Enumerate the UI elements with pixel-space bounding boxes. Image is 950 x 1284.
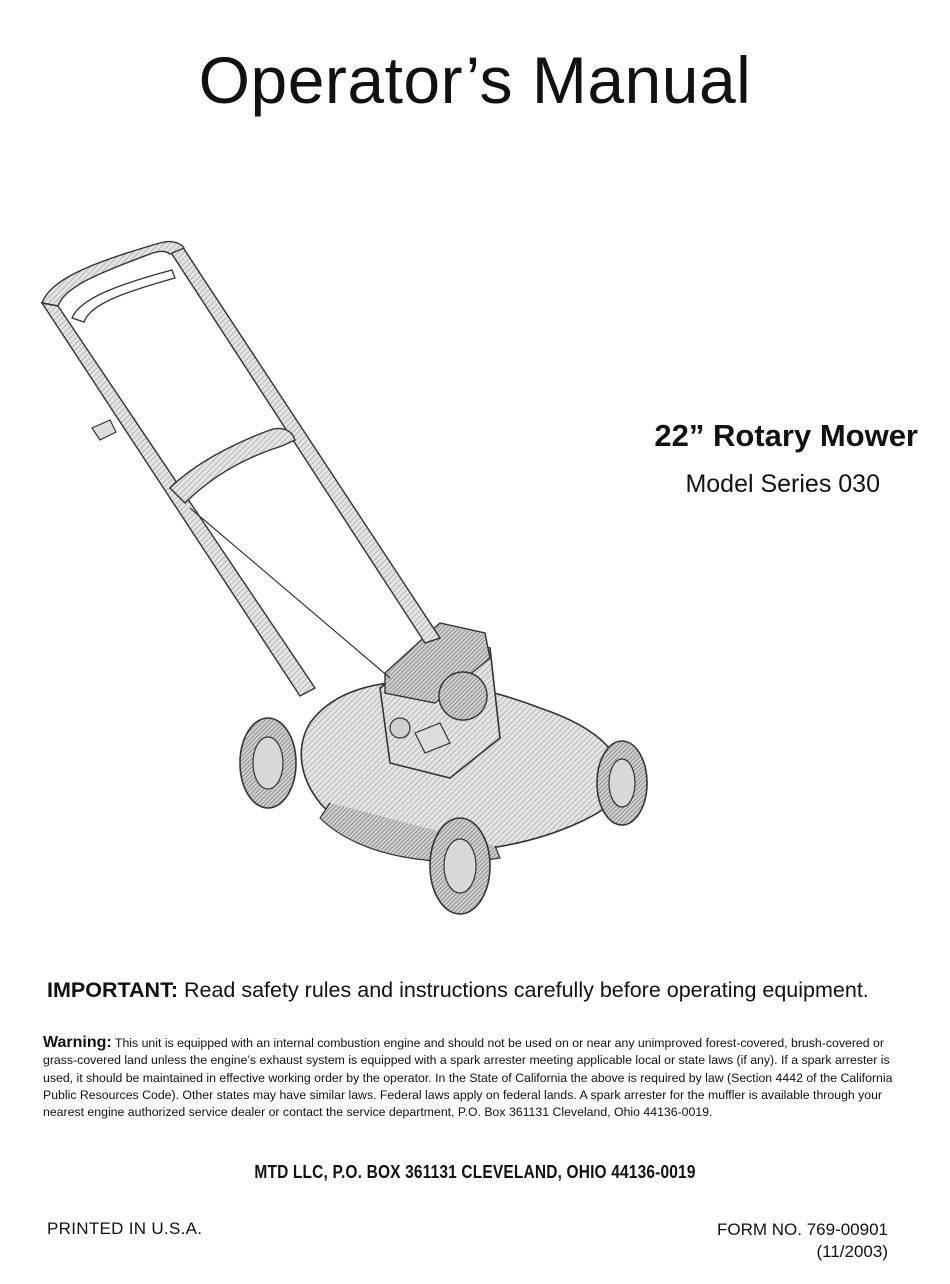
warning-label: Warning: — [43, 1034, 112, 1051]
model-series: Model Series 030 — [685, 470, 880, 498]
product-name: 22” Rotary Mower — [654, 418, 918, 453]
form-number-block — [717, 1219, 888, 1263]
manual-title: Operator’s Manual — [198, 43, 752, 117]
important-text: Read safety rules and instructions carefully before operating equipment. — [177, 978, 869, 1002]
form-date: (11/2003) — [816, 1242, 888, 1261]
form-number: FORM NO. 769-00901 — [716, 1220, 888, 1239]
important-label: IMPORTANT: — [47, 978, 178, 1002]
warning-text: This unit is equipped with an internal combustion engine and should not be used on or near any unimproved forest-covered, brush-covered or grass-covered land unless the engine’s exhaust system is equipped with a spark arrester meeting applicable local or state laws (if any). If a spark arrester is used, it should be maintained in effective working order by the operator. In the State of California the above is required by law (Section 4442 of the California Public Resources Code). Other states may have similar laws. Federal laws apply on federal lands. A spark arrester for the muffler is available through your nearest engine authorized service dealer or contact the service department, P.O. Box 361131 Cleveland, Ohio 44136-0019. — [43, 1036, 893, 1120]
warning-paragraph — [43, 1034, 905, 1121]
important-notice — [47, 978, 910, 1003]
company-address: MTD LLC, P.O. BOX 361131 CLEVELAND, OHIO 44136-0019 — [254, 1162, 696, 1182]
printed-in: PRINTED IN U.S.A. — [47, 1219, 203, 1238]
lawn-mower-illustration — [20, 218, 680, 928]
